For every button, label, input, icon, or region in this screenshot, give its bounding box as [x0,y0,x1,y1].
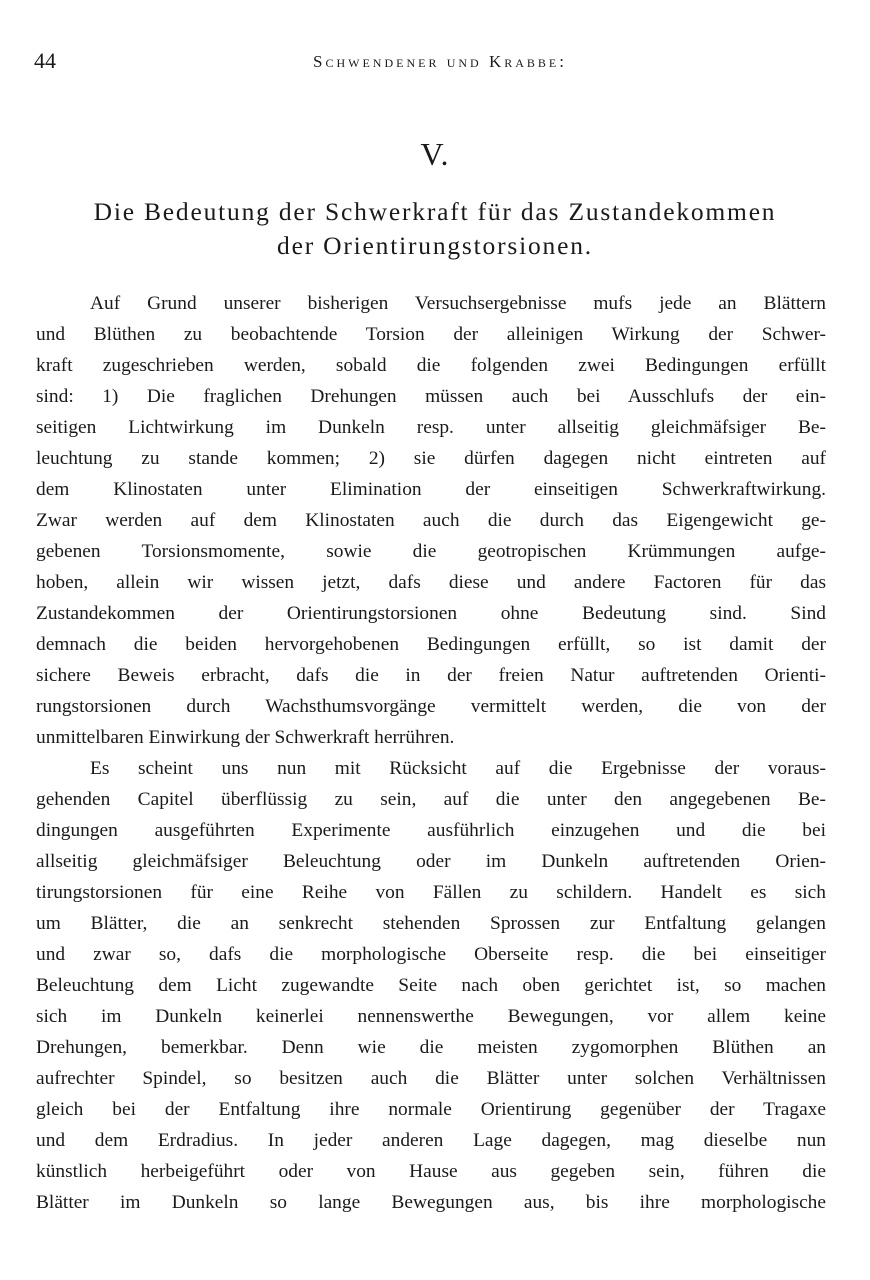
text-line: dingungen ausgeführten Experimente ausführlich einzugehen und die bei [36,820,826,841]
text-line: demnach die beiden hervorgehobenen Bedingungen erfüllt, so ist damit der [36,634,826,655]
text-line: und zwar so, dafs die morphologische Oberseite resp. die bei einseitiger [36,944,826,965]
text-line: Zustandekommen der Orientirungstorsionen ohne Bedeutung sind. Sind [36,603,826,624]
page-number: 44 [34,48,56,73]
chapter-number: V. [420,136,450,172]
text-line: Beleuchtung dem Licht zugewandte Seite nach oben gerichtet ist, so machen [36,975,826,996]
text-line: sichere Beweis erbracht, dafs die in der freien Natur auftretenden Orienti- [36,665,826,686]
text-line: künstlich herbeigeführt oder von Hause aus gegeben sein, führen die [36,1161,826,1182]
text-line: hoben, allein wir wissen jetzt, dafs diese und andere Factoren für das [36,572,826,593]
text-line: Auf Grund unserer bisherigen Versuchsergebnisse mufs jede an Blättern [90,293,826,314]
chapter-title-line: der Orientirungstorsionen. [277,231,593,260]
text-line: Zwar werden auf dem Klinostaten auch die durch das Eigengewicht ge- [36,510,826,531]
text-line: unmittelbaren Einwirkung der Schwerkraft herrühren. [36,727,455,748]
text-line: sich im Dunkeln keinerlei nennenswerthe Bewegungen, vor allem keine [36,1006,826,1027]
chapter-title [20,195,850,263]
text-line: gehenden Capitel überflüssig zu sein, auf die unter den angegebenen Be- [36,789,826,810]
text-line: gebenen Torsionsmomente, sowie die geotropischen Krümmungen aufge- [36,541,826,562]
text-line: um Blätter, die an senkrecht stehenden Sprossen zur Entfaltung gelangen [36,913,826,934]
text-line: kraft zugeschrieben werden, sobald die folgenden zwei Bedingungen erfüllt [36,355,826,376]
text-line: aufrechter Spindel, so besitzen auch die Blätter unter solchen Verhältnissen [36,1068,826,1089]
text-line: tirungstorsionen für eine Reihe von Fällen zu schildern. Handelt es sich [36,882,826,903]
running-head [34,48,826,76]
text-line: dem Klinostaten unter Elimination der einseitigen Schwerkraftwirkung. [36,479,826,500]
text-line: Es scheint uns nun mit Rücksicht auf die Ergebnisse der voraus- [90,758,826,779]
body-text [36,288,826,1218]
running-title: Schwendener und Krabbe: [313,52,567,71]
text-line: seitigen Lichtwirkung im Dunkeln resp. unter allseitig gleichmäfsiger Be- [36,417,826,438]
text-line: und dem Erdradius. In jeder anderen Lage dagegen, mag dieselbe nun [36,1130,826,1151]
text-line: und Blüthen zu beobachtende Torsion der alleinigen Wirkung der Schwer- [36,324,826,345]
text-line: sind: 1) Die fraglichen Drehungen müssen auch bei Ausschlufs der ein- [36,386,826,407]
text-line: Blätter im Dunkeln so lange Bewegungen aus, bis ihre morphologische [36,1192,826,1213]
text-line: allseitig gleichmäfsiger Beleuchtung oder im Dunkeln auftretenden Orien- [36,851,826,872]
text-line: leuchtung zu stande kommen; 2) sie dürfen dagegen nicht eintreten auf [36,448,826,469]
chapter-title-line: Die Bedeutung der Schwerkraft für das Zustandekommen [93,197,777,226]
text-line: gleich bei der Entfaltung ihre normale Orientirung gegenüber der Tragaxe [36,1099,826,1120]
text-line: Drehungen, bemerkbar. Denn wie die meisten zygomorphen Blüthen an [36,1037,826,1058]
text-line: rungstorsionen durch Wachsthumsvorgänge vermittelt werden, die von der [36,696,826,717]
